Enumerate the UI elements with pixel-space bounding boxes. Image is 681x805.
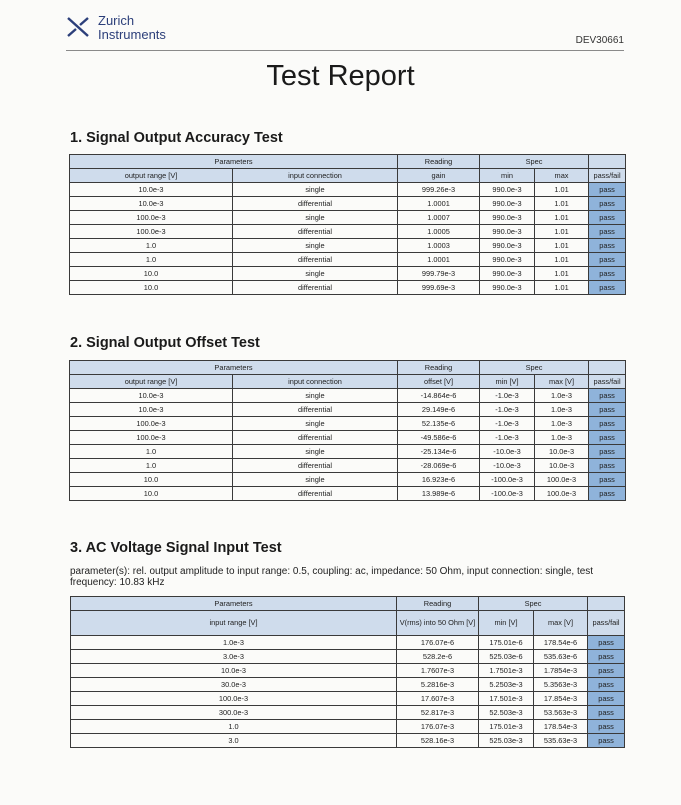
table-cell: single — [233, 239, 398, 253]
group-header-spec: Spec — [480, 361, 589, 375]
table-cell: 1.7854e-3 — [534, 664, 588, 678]
table-cell: -10.0e-3 — [480, 459, 535, 473]
table-cell: 16.923e-6 — [398, 473, 480, 487]
table-cell: 10.0 — [70, 281, 233, 295]
table-cell: 10.0e-3 — [70, 403, 233, 417]
column-header: V(rms) into 50 Ohm [V] — [397, 611, 479, 636]
table-cell: 29.149e-6 — [398, 403, 480, 417]
table-cell: -100.0e-3 — [480, 473, 535, 487]
table-cell: 175.01e-3 — [479, 720, 534, 734]
table-cell: 53.563e-3 — [534, 706, 588, 720]
table-cell: 528.2e-6 — [397, 650, 479, 664]
pass-fail-cell: pass — [589, 253, 626, 267]
table-cell: 1.0005 — [398, 225, 480, 239]
table-column-header-row — [71, 611, 625, 636]
table-cell: 990.0e-3 — [480, 183, 535, 197]
pass-fail-cell: pass — [588, 636, 625, 650]
column-header: max [V] — [534, 611, 588, 636]
table-cell: 175.01e-6 — [479, 636, 534, 650]
test-parameters-text: parameter(s): rel. output amplitude to input range: 0.5, coupling: ac, impedance: 50 Ohm, input connection: single, test frequency: 10.83 kHz — [70, 566, 594, 588]
table-row — [70, 183, 626, 197]
table-cell: 1.7607e-3 — [397, 664, 479, 678]
pass-fail-cell: pass — [588, 664, 625, 678]
pass-fail-cell: pass — [589, 281, 626, 295]
table-cell: 100.0e-3 — [535, 487, 589, 501]
table-cell: 100.0e-3 — [71, 692, 397, 706]
table-cell: 999.69e-3 — [398, 281, 480, 295]
table-cell: -14.864e-6 — [398, 389, 480, 403]
pass-fail-cell: pass — [588, 650, 625, 664]
table-row — [71, 720, 625, 734]
column-header: input range [V] — [71, 611, 397, 636]
table-cell: 1.01 — [535, 225, 589, 239]
table-row — [70, 239, 626, 253]
table-cell: 1.01 — [535, 253, 589, 267]
logo-line-2: Instruments — [98, 27, 166, 42]
table-cell: 535.63e-6 — [534, 650, 588, 664]
table-cell: 30.0e-3 — [71, 678, 397, 692]
group-header-parameters: Parameters — [70, 155, 398, 169]
ac-voltage-table — [70, 596, 625, 748]
table-cell: differential — [233, 459, 398, 473]
table-cell: 10.0e-3 — [70, 197, 233, 211]
table-cell: 10.0e-3 — [70, 389, 233, 403]
table-cell: 52.135e-6 — [398, 417, 480, 431]
table-cell: 5.2503e-3 — [479, 678, 534, 692]
table-cell: 52.817e-3 — [397, 706, 479, 720]
column-header: min [V] — [480, 375, 535, 389]
table-cell: -10.0e-3 — [480, 445, 535, 459]
table-row — [70, 197, 626, 211]
table-row — [70, 225, 626, 239]
table-cell: 17.501e-3 — [479, 692, 534, 706]
table-group-header-row — [70, 361, 626, 375]
table-cell: 990.0e-3 — [480, 211, 535, 225]
pass-fail-cell: pass — [589, 431, 626, 445]
column-header: min [V] — [479, 611, 534, 636]
pass-fail-cell: pass — [589, 211, 626, 225]
table-cell: 1.0 — [70, 459, 233, 473]
column-header: max — [535, 169, 589, 183]
table-cell: 1.0 — [71, 720, 397, 734]
table-row — [70, 431, 626, 445]
table-cell: 1.0003 — [398, 239, 480, 253]
table-row — [70, 389, 626, 403]
table-cell: 990.0e-3 — [480, 239, 535, 253]
pass-fail-cell: pass — [589, 445, 626, 459]
table-cell: -25.134e-6 — [398, 445, 480, 459]
table-cell: 528.16e-3 — [397, 734, 479, 748]
table-cell: differential — [233, 225, 398, 239]
table-row — [70, 281, 626, 295]
table-cell: 1.01 — [535, 183, 589, 197]
table-row — [70, 403, 626, 417]
table-cell: -49.586e-6 — [398, 431, 480, 445]
table-cell: 176.07e-6 — [397, 636, 479, 650]
table-cell: 10.0 — [70, 487, 233, 501]
pass-fail-cell: pass — [589, 239, 626, 253]
pass-fail-cell: pass — [589, 225, 626, 239]
section-2-title: 2. Signal Output Offset Test — [70, 335, 260, 351]
page-header — [66, 14, 624, 51]
table-cell: 10.0e-3 — [70, 183, 233, 197]
table-group-header-row — [70, 155, 626, 169]
table-cell: 176.07e-3 — [397, 720, 479, 734]
table-cell: single — [233, 473, 398, 487]
table-column-header-row — [70, 375, 626, 389]
table-cell: 5.2816e-3 — [397, 678, 479, 692]
table-column-header-row — [70, 169, 626, 183]
table-cell: 1.0e-3 — [535, 403, 589, 417]
table-cell: -1.0e-3 — [480, 389, 535, 403]
table-row — [70, 267, 626, 281]
table-cell: 300.0e-3 — [71, 706, 397, 720]
table-cell: 1.01 — [535, 197, 589, 211]
table-cell: -1.0e-3 — [480, 403, 535, 417]
table-cell: 1.0007 — [398, 211, 480, 225]
table-cell: 1.0e-3 — [71, 636, 397, 650]
pass-fail-cell: pass — [589, 183, 626, 197]
column-header: max [V] — [535, 375, 589, 389]
pass-fail-cell: pass — [589, 267, 626, 281]
table-cell: 10.0e-3 — [71, 664, 397, 678]
table-row — [71, 678, 625, 692]
table-row — [71, 734, 625, 748]
column-header: offset [V] — [398, 375, 480, 389]
zurich-instruments-logo-icon — [66, 16, 90, 38]
column-header: input connection — [233, 375, 398, 389]
pass-fail-cell: pass — [589, 417, 626, 431]
company-logo — [66, 14, 166, 42]
table-row — [70, 445, 626, 459]
pass-fail-cell: pass — [589, 487, 626, 501]
column-header: gain — [398, 169, 480, 183]
table-cell: 178.54e-3 — [534, 720, 588, 734]
table-row — [70, 417, 626, 431]
table-cell: 1.01 — [535, 267, 589, 281]
table-cell: single — [233, 417, 398, 431]
table-cell: single — [233, 445, 398, 459]
group-header-reading: Reading — [398, 361, 480, 375]
table-cell: 10.0 — [70, 473, 233, 487]
table-cell: 1.0001 — [398, 253, 480, 267]
table-cell: 17.607e-3 — [397, 692, 479, 706]
table-cell: 1.0e-3 — [535, 431, 589, 445]
table-cell: single — [233, 267, 398, 281]
pass-fail-cell: pass — [588, 734, 625, 748]
table-group-header-row — [71, 597, 625, 611]
pass-fail-cell: pass — [589, 473, 626, 487]
group-header-spec: Spec — [479, 597, 588, 611]
table-cell: 10.0e-3 — [535, 459, 589, 473]
table-cell: 3.0 — [71, 734, 397, 748]
table-cell: 1.7501e-3 — [479, 664, 534, 678]
table-row — [70, 253, 626, 267]
table-cell: 3.0e-3 — [71, 650, 397, 664]
table-cell: 525.03e-3 — [479, 734, 534, 748]
table-cell: 100.0e-3 — [535, 473, 589, 487]
table-cell: 178.54e-6 — [534, 636, 588, 650]
table-cell: 535.63e-3 — [534, 734, 588, 748]
group-header-blank — [589, 361, 626, 375]
pass-fail-cell: pass — [588, 678, 625, 692]
table-cell: 17.854e-3 — [534, 692, 588, 706]
table-cell: 100.0e-3 — [70, 225, 233, 239]
table-cell: 1.0 — [70, 239, 233, 253]
pass-fail-cell: pass — [588, 692, 625, 706]
table-cell: 10.0e-3 — [535, 445, 589, 459]
column-header: pass/fail — [589, 375, 626, 389]
table-cell: 525.03e-6 — [479, 650, 534, 664]
table-cell: 1.0 — [70, 445, 233, 459]
pass-fail-cell: pass — [588, 706, 625, 720]
pass-fail-cell: pass — [589, 197, 626, 211]
table-row — [71, 650, 625, 664]
table-cell: 990.0e-3 — [480, 197, 535, 211]
pass-fail-cell: pass — [589, 403, 626, 417]
group-header-spec: Spec — [480, 155, 589, 169]
table-cell: 999.26e-3 — [398, 183, 480, 197]
table-cell: differential — [233, 487, 398, 501]
group-header-reading: Reading — [397, 597, 479, 611]
table-cell: differential — [233, 281, 398, 295]
table-cell: differential — [233, 253, 398, 267]
column-header: min — [480, 169, 535, 183]
group-header-parameters: Parameters — [70, 361, 398, 375]
table-cell: differential — [233, 197, 398, 211]
table-row — [70, 487, 626, 501]
table-cell: differential — [233, 403, 398, 417]
column-header: input connection — [233, 169, 398, 183]
table-cell: 1.01 — [535, 239, 589, 253]
table-cell: single — [233, 211, 398, 225]
table-cell: 1.01 — [535, 211, 589, 225]
table-row — [70, 211, 626, 225]
section-1-title: 1. Signal Output Accuracy Test — [70, 130, 283, 146]
group-header-reading: Reading — [398, 155, 480, 169]
table-cell: -28.069e-6 — [398, 459, 480, 473]
table-cell: 10.0 — [70, 267, 233, 281]
table-cell: 1.0e-3 — [535, 389, 589, 403]
table-cell: 990.0e-3 — [480, 267, 535, 281]
table-cell: 52.503e-3 — [479, 706, 534, 720]
group-header-blank — [589, 155, 626, 169]
table-cell: 100.0e-3 — [70, 431, 233, 445]
column-header: output range [V] — [70, 375, 233, 389]
table-cell: 999.79e-3 — [398, 267, 480, 281]
pass-fail-cell: pass — [589, 459, 626, 473]
table-cell: 13.989e-6 — [398, 487, 480, 501]
table-cell: 100.0e-3 — [70, 211, 233, 225]
table-row — [70, 459, 626, 473]
table-cell: 990.0e-3 — [480, 225, 535, 239]
table-cell: 1.0e-3 — [535, 417, 589, 431]
table-row — [70, 473, 626, 487]
table-cell: -1.0e-3 — [480, 431, 535, 445]
table-cell: -100.0e-3 — [480, 487, 535, 501]
table-cell: differential — [233, 431, 398, 445]
group-header-parameters: Parameters — [71, 597, 397, 611]
table-row — [71, 664, 625, 678]
group-header-blank — [588, 597, 625, 611]
pass-fail-cell: pass — [589, 389, 626, 403]
table-cell: 1.0001 — [398, 197, 480, 211]
column-header: pass/fail — [589, 169, 626, 183]
table-cell: 5.3563e-3 — [534, 678, 588, 692]
column-header: pass/fail — [588, 611, 625, 636]
table-cell: 990.0e-3 — [480, 281, 535, 295]
table-cell: 1.01 — [535, 281, 589, 295]
offset-table — [69, 360, 626, 501]
table-cell: 990.0e-3 — [480, 253, 535, 267]
section-3-title: 3. AC Voltage Signal Input Test — [70, 540, 282, 556]
table-cell: 1.0 — [70, 253, 233, 267]
table-cell: 100.0e-3 — [70, 417, 233, 431]
device-id: DEV30661 — [575, 35, 624, 46]
logo-line-1: Zurich — [98, 13, 135, 28]
table-cell: single — [233, 183, 398, 197]
page-title: Test Report — [266, 60, 415, 92]
table-cell: single — [233, 389, 398, 403]
table-row — [71, 636, 625, 650]
pass-fail-cell: pass — [588, 720, 625, 734]
table-row — [71, 706, 625, 720]
column-header: output range [V] — [70, 169, 233, 183]
accuracy-table — [69, 154, 626, 295]
table-cell: -1.0e-3 — [480, 417, 535, 431]
table-row — [71, 692, 625, 706]
